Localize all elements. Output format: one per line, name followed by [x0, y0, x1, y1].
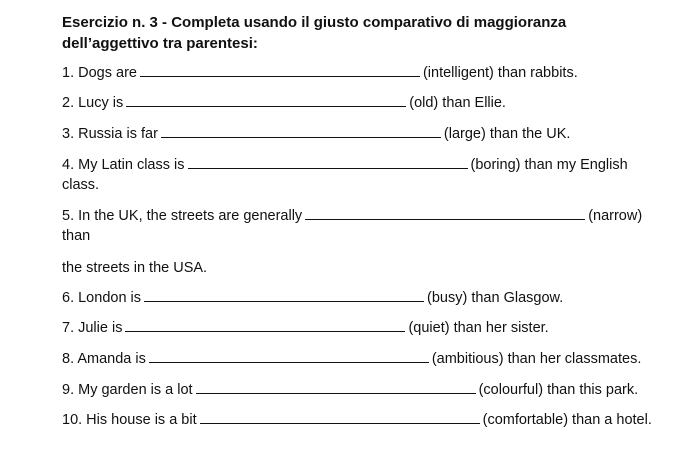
item-8-prompt: 8. Amanda is: [62, 351, 146, 367]
item-10-hint: (comfortable) than a hotel.: [482, 412, 652, 428]
item-6-hint: (busy) than Glasgow.: [427, 290, 564, 306]
item-4-blank[interactable]: [188, 156, 468, 169]
exercise-item-5: [62, 206, 642, 226]
item-10-prompt: 10. His house is a bit: [62, 412, 197, 428]
item-4-continuation: class.: [62, 177, 100, 193]
title-line-1: Esercizio n. 3 - Completa usando il giusto comparativo di maggioranza: [62, 14, 567, 31]
item-2-blank[interactable]: [126, 94, 406, 107]
item-9-prompt: 9. My garden is a lot: [62, 382, 193, 398]
item-6-prompt: 6. London is: [62, 290, 142, 306]
item-3-blank[interactable]: [161, 125, 441, 138]
item-7-prompt: 7. Julie is: [62, 320, 123, 336]
exercise-item-1: [62, 63, 578, 83]
item-4-prompt: 4. My Latin class is: [62, 157, 185, 173]
item-5-blank[interactable]: [305, 207, 585, 220]
exercise-item-2: [62, 93, 506, 113]
exercise-title: [62, 12, 682, 54]
item-1-hint: (intelligent) than rabbits.: [422, 65, 578, 81]
item-10-blank[interactable]: [200, 411, 480, 424]
exercise-item-10: [62, 410, 652, 430]
item-3-hint: (large) than the UK.: [443, 126, 571, 142]
item-5-continuation: than: [62, 228, 91, 244]
item-5-prompt: 5. In the UK, the streets are generally: [62, 208, 303, 224]
item-8-blank[interactable]: [149, 350, 429, 363]
item-1-blank[interactable]: [140, 64, 420, 77]
exercise-item-6: [62, 288, 563, 308]
item-5-hint: (narrow): [588, 208, 643, 224]
exercise-sheet: [62, 12, 682, 428]
item-9-hint: (colourful) than this park.: [478, 382, 639, 398]
item-7-blank[interactable]: [125, 319, 405, 332]
item-1-prompt: 1. Dogs are: [62, 65, 137, 81]
item-8-hint: (ambitious) than her classmates.: [431, 351, 642, 367]
item-9-blank[interactable]: [196, 381, 476, 394]
title-line-2: dell’aggettivo tra parentesi:: [62, 35, 258, 52]
exercise-item-3: [62, 124, 570, 144]
exercise-item-9: [62, 380, 638, 400]
exercise-item-4: [62, 155, 628, 175]
exercise-item-7: [62, 318, 549, 338]
item-6-blank[interactable]: [144, 289, 424, 302]
item-7-hint: (quiet) than her sister.: [408, 320, 549, 336]
item-4-hint: (boring) than my English: [470, 157, 628, 173]
exercise-item-8: [62, 349, 641, 369]
item-3-prompt: 3. Russia is far: [62, 126, 158, 142]
item-2-hint: (old) than Ellie.: [409, 95, 506, 111]
item-2-prompt: 2. Lucy is: [62, 95, 124, 111]
item-5-continuation-2: the streets in the USA.: [62, 260, 208, 276]
